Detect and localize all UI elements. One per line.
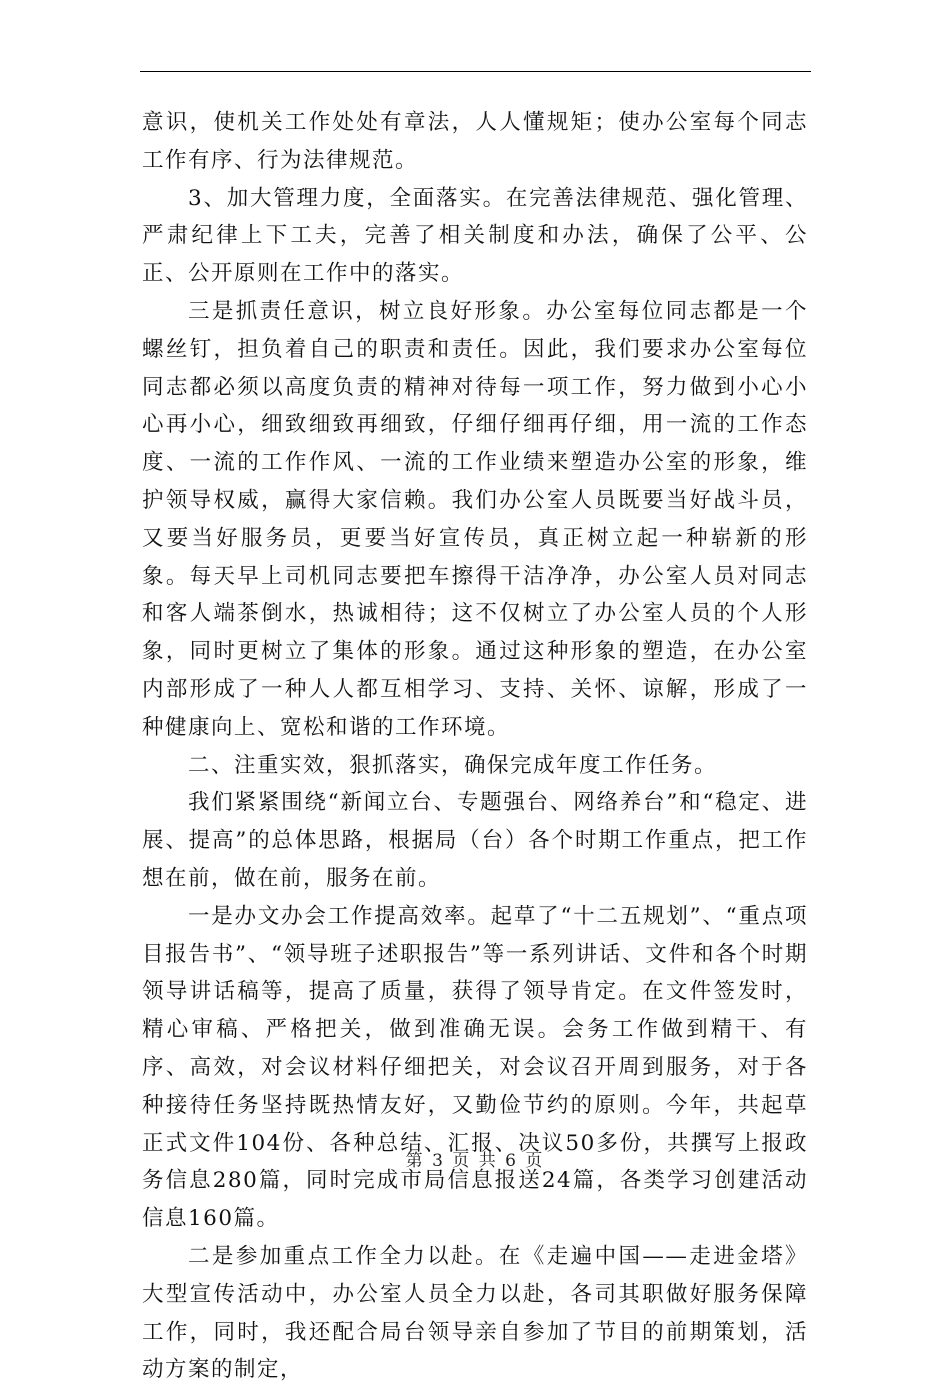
- page-number-footer: 第 3 页 共 6 页: [405, 1151, 545, 1171]
- paragraph: 二是参加重点工作全力以赴。在《走遍中国——走进金塔》大型宣传活动中，办公室人员全力以赴，各司其职做好服务保障工作，同时，我还配合局台领导亲自参加了节目的前期策划，活动方案的制定，: [142, 1243, 808, 1383]
- paragraph: 一是办文办会工作提高效率。起草了“十二五规划”、“重点项目报告书”、“领导班子述职报告”等一系列讲话、文件和各个时期领导讲话稿等，提高了质量，获得了领导肯定。在文件签发时，精心审稿、严格把关，做到准确无误。会务工作做到精干、有序、高效，对会议材料仔细把关，对会议召开周到服务，对于各种接待任务坚持既热情友好，又勤俭节约的原则。今年，共起草正式文件104份、各种总结、汇报、决议50多份，共撰写上报政务信息280篇，同时完成市局信息报送24篇，各类学习创建活动信息160篇。: [142, 903, 808, 1232]
- paragraph: 3、加大管理力度，全面落实。在完善法律规范、强化管理、严肃纪律上下工夫，完善了相关制度和办法，确保了公平、公正、公开原则在工作中的落实。: [142, 185, 808, 287]
- paragraph: 三是抓责任意识，树立良好形象。办公室每位同志都是一个螺丝钉，担负着自己的职责和责任。因此，我们要求办公室每位同志都必须以高度负责的精神对待每一项工作，努力做到小心小心再小心，细致细致再细致，仔细仔细再仔细，用一流的工作态度、一流的工作作风、一流的工作业绩来塑造办公室的形象，维护领导权威，赢得大家信赖。我们办公室人员既要当好战斗员，又要当好服务员，更要当好宣传员，真正树立起一种崭新的形象。每天早上司机同志要把车擦得干洁净净，办公室人员对同志和客人端茶倒水，热诚相待；这不仅树立了办公室人员的个人形象，同时更树立了集体的形象。通过这种形象的塑造，在办公室内部形成了一种人人都互相学习、支持、关怀、谅解，形成了一种健康向上、宽松和谐的工作环境。: [142, 298, 808, 740]
- header-rule: [140, 71, 811, 72]
- paragraph: 意识，使机关工作处处有章法，人人懂规矩；使办公室每个同志工作有序、行为法律规范。: [142, 110, 808, 173]
- paragraph: 我们紧紧围绕“新闻立台、专题强台、网络养台”和“稳定、进展、提高”的总体思路，根据局（台）各个时期工作重点，把工作想在前，做在前，服务在前。: [142, 790, 808, 891]
- document-body: [142, 104, 808, 1389]
- section-heading: 二、注重实效，狠抓落实，确保完成年度工作任务。: [188, 752, 718, 778]
